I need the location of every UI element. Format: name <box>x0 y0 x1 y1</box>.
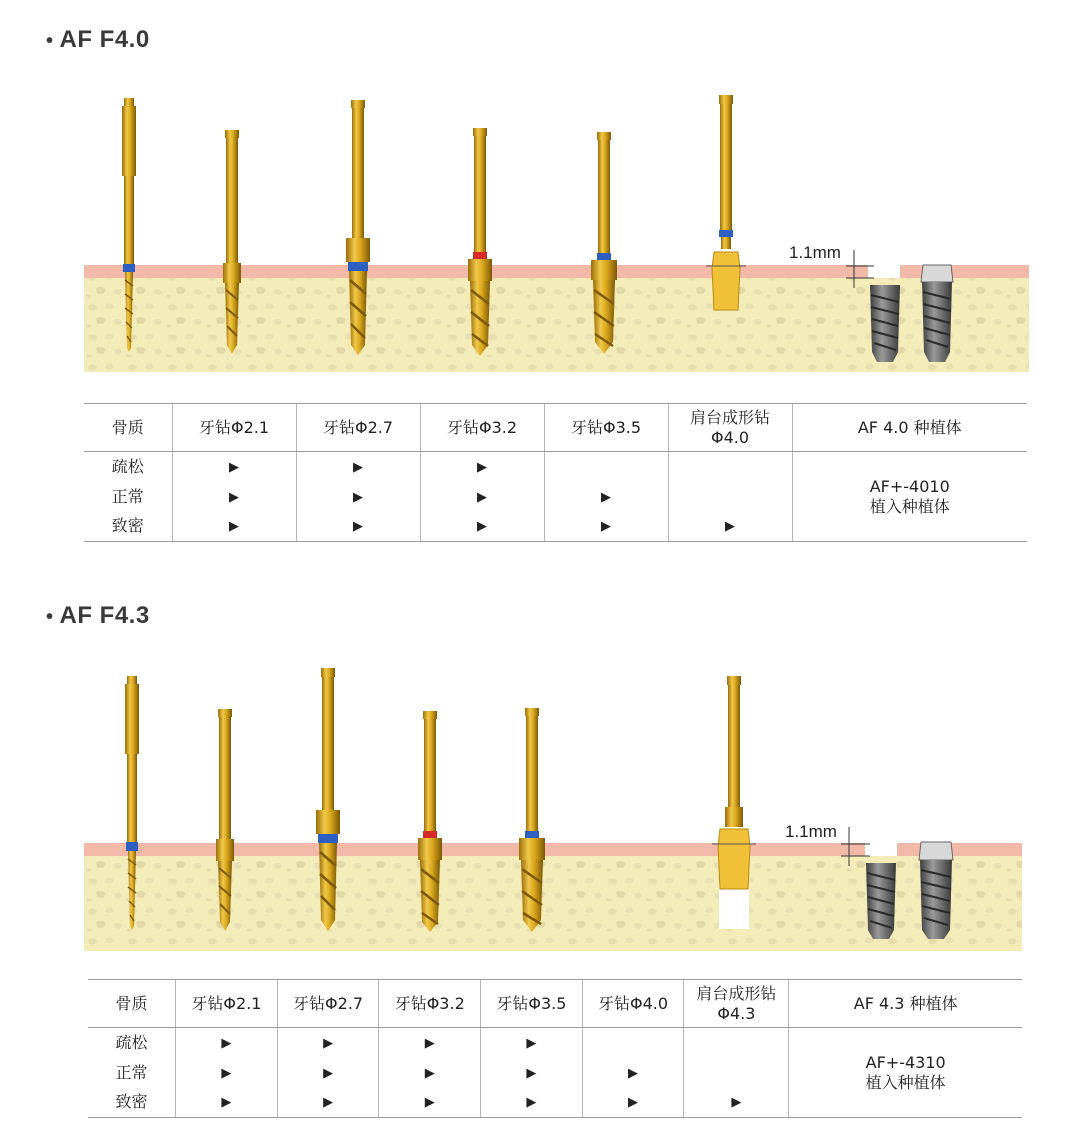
recommended-mark: ▶ <box>477 489 487 505</box>
implant-note: 植入种植体 <box>869 496 950 516</box>
recommended-mark: ▶ <box>601 519 611 535</box>
bullet: • <box>46 606 54 628</box>
header-cell: AF 4.3 种植体 <box>789 980 1022 1028</box>
section-title-f43 <box>46 602 150 630</box>
recommended-mark: ▶ <box>323 1035 334 1051</box>
shoulder-drill-4-0 <box>706 95 746 310</box>
implant-socket-f40 <box>870 285 900 362</box>
implant-placed-f43 <box>919 842 953 939</box>
header-cell: 牙钻Φ3.5 <box>544 404 668 452</box>
table-row <box>88 1028 1022 1058</box>
bone-quality-label: 疏松 <box>115 1032 148 1052</box>
recommended-mark: ▶ <box>424 1095 435 1111</box>
header-cell: 牙钻Φ2.7 <box>296 404 420 452</box>
header-cell <box>684 980 789 1028</box>
bone-quality-label: 致密 <box>88 1088 176 1118</box>
recommended-mark: ▶ <box>731 1095 742 1111</box>
recommended-mark: ▶ <box>628 1065 639 1081</box>
header-cell: 牙钻Φ2.1 <box>172 404 296 452</box>
drill-sequence-figure-f40 <box>84 90 1029 375</box>
bone-quality-label: 疏松 <box>111 456 144 476</box>
drill-3-2-10 <box>418 711 442 932</box>
drill-3-5-10 <box>591 132 617 354</box>
header-cell: 牙钻Φ3.2 <box>420 404 544 452</box>
table-header-row <box>88 980 1022 1028</box>
recommended-mark: ▶ <box>353 459 363 475</box>
drill-3-2-10 <box>468 128 492 356</box>
implant-socket-f43 <box>866 863 896 939</box>
section-title-text: AF F4.3 <box>59 602 150 629</box>
recommended-mark: ▶ <box>229 519 239 535</box>
recommended-mark: ▶ <box>477 519 487 535</box>
drill-table-f40 <box>84 403 1027 542</box>
depth-label: 1.1mm <box>789 243 841 262</box>
recommended-mark: ▶ <box>424 1035 435 1051</box>
shoulder-drill-4-3 <box>712 676 756 889</box>
recommended-mark: ▶ <box>323 1095 334 1111</box>
recommended-mark: ▶ <box>424 1065 435 1081</box>
header-text: 肩台成形钻 Φ4.3 <box>696 983 777 1023</box>
recommended-mark: ▶ <box>526 1035 537 1051</box>
recommended-mark: ▶ <box>601 489 611 505</box>
implant-cell <box>792 452 1027 542</box>
header-cell: 牙钻Φ3.2 <box>379 980 481 1028</box>
recommended-mark: ▶ <box>229 459 239 475</box>
recommended-mark: ▶ <box>323 1065 334 1081</box>
bone-quality-label: 正常 <box>111 486 144 506</box>
implant-code: AF+-4310 <box>865 1052 946 1072</box>
implant-note: 植入种植体 <box>865 1072 946 1092</box>
recommended-mark: ▶ <box>353 489 363 505</box>
implant-code: AF+-4010 <box>869 476 950 496</box>
section-title-f40 <box>46 26 150 54</box>
header-cell: 骨质 <box>88 980 176 1028</box>
header-cell <box>668 404 792 452</box>
header-cell: 骨质 <box>84 404 172 452</box>
header-cell: AF 4.0 种植体 <box>792 404 1027 452</box>
header-cell: 牙钻Φ4.0 <box>582 980 684 1028</box>
drill-sequence-figure-f43 <box>84 664 1024 954</box>
header-cell: 牙钻Φ2.7 <box>277 980 379 1028</box>
recommended-mark: ▶ <box>725 519 735 535</box>
recommended-mark: ▶ <box>221 1065 232 1081</box>
header-text: 肩台成形钻 Φ4.0 <box>689 407 770 447</box>
table-header-row <box>84 404 1027 452</box>
implant-cell <box>789 1028 1022 1118</box>
bone-quality-label: 致密 <box>84 512 172 542</box>
bullet: • <box>46 30 54 52</box>
recommended-mark: ▶ <box>628 1095 639 1111</box>
recommended-mark: ▶ <box>353 519 363 535</box>
recommended-mark: ▶ <box>229 489 239 505</box>
table-row <box>84 452 1027 482</box>
recommended-mark: ▶ <box>526 1065 537 1081</box>
depth-label: 1.1mm <box>785 822 837 841</box>
header-cell: 牙钻Φ2.1 <box>176 980 278 1028</box>
header-cell: 牙钻Φ3.5 <box>481 980 583 1028</box>
section-title-text: AF F4.0 <box>59 26 150 53</box>
bone-quality-label: 正常 <box>115 1062 148 1082</box>
implant-placed-f40 <box>921 265 953 362</box>
recommended-mark: ▶ <box>477 459 487 475</box>
drill-3-5-10 <box>519 708 545 932</box>
recommended-mark: ▶ <box>221 1035 232 1051</box>
recommended-mark: ▶ <box>221 1095 232 1111</box>
drill-table-f43 <box>88 979 1022 1118</box>
recommended-mark: ▶ <box>526 1095 537 1111</box>
